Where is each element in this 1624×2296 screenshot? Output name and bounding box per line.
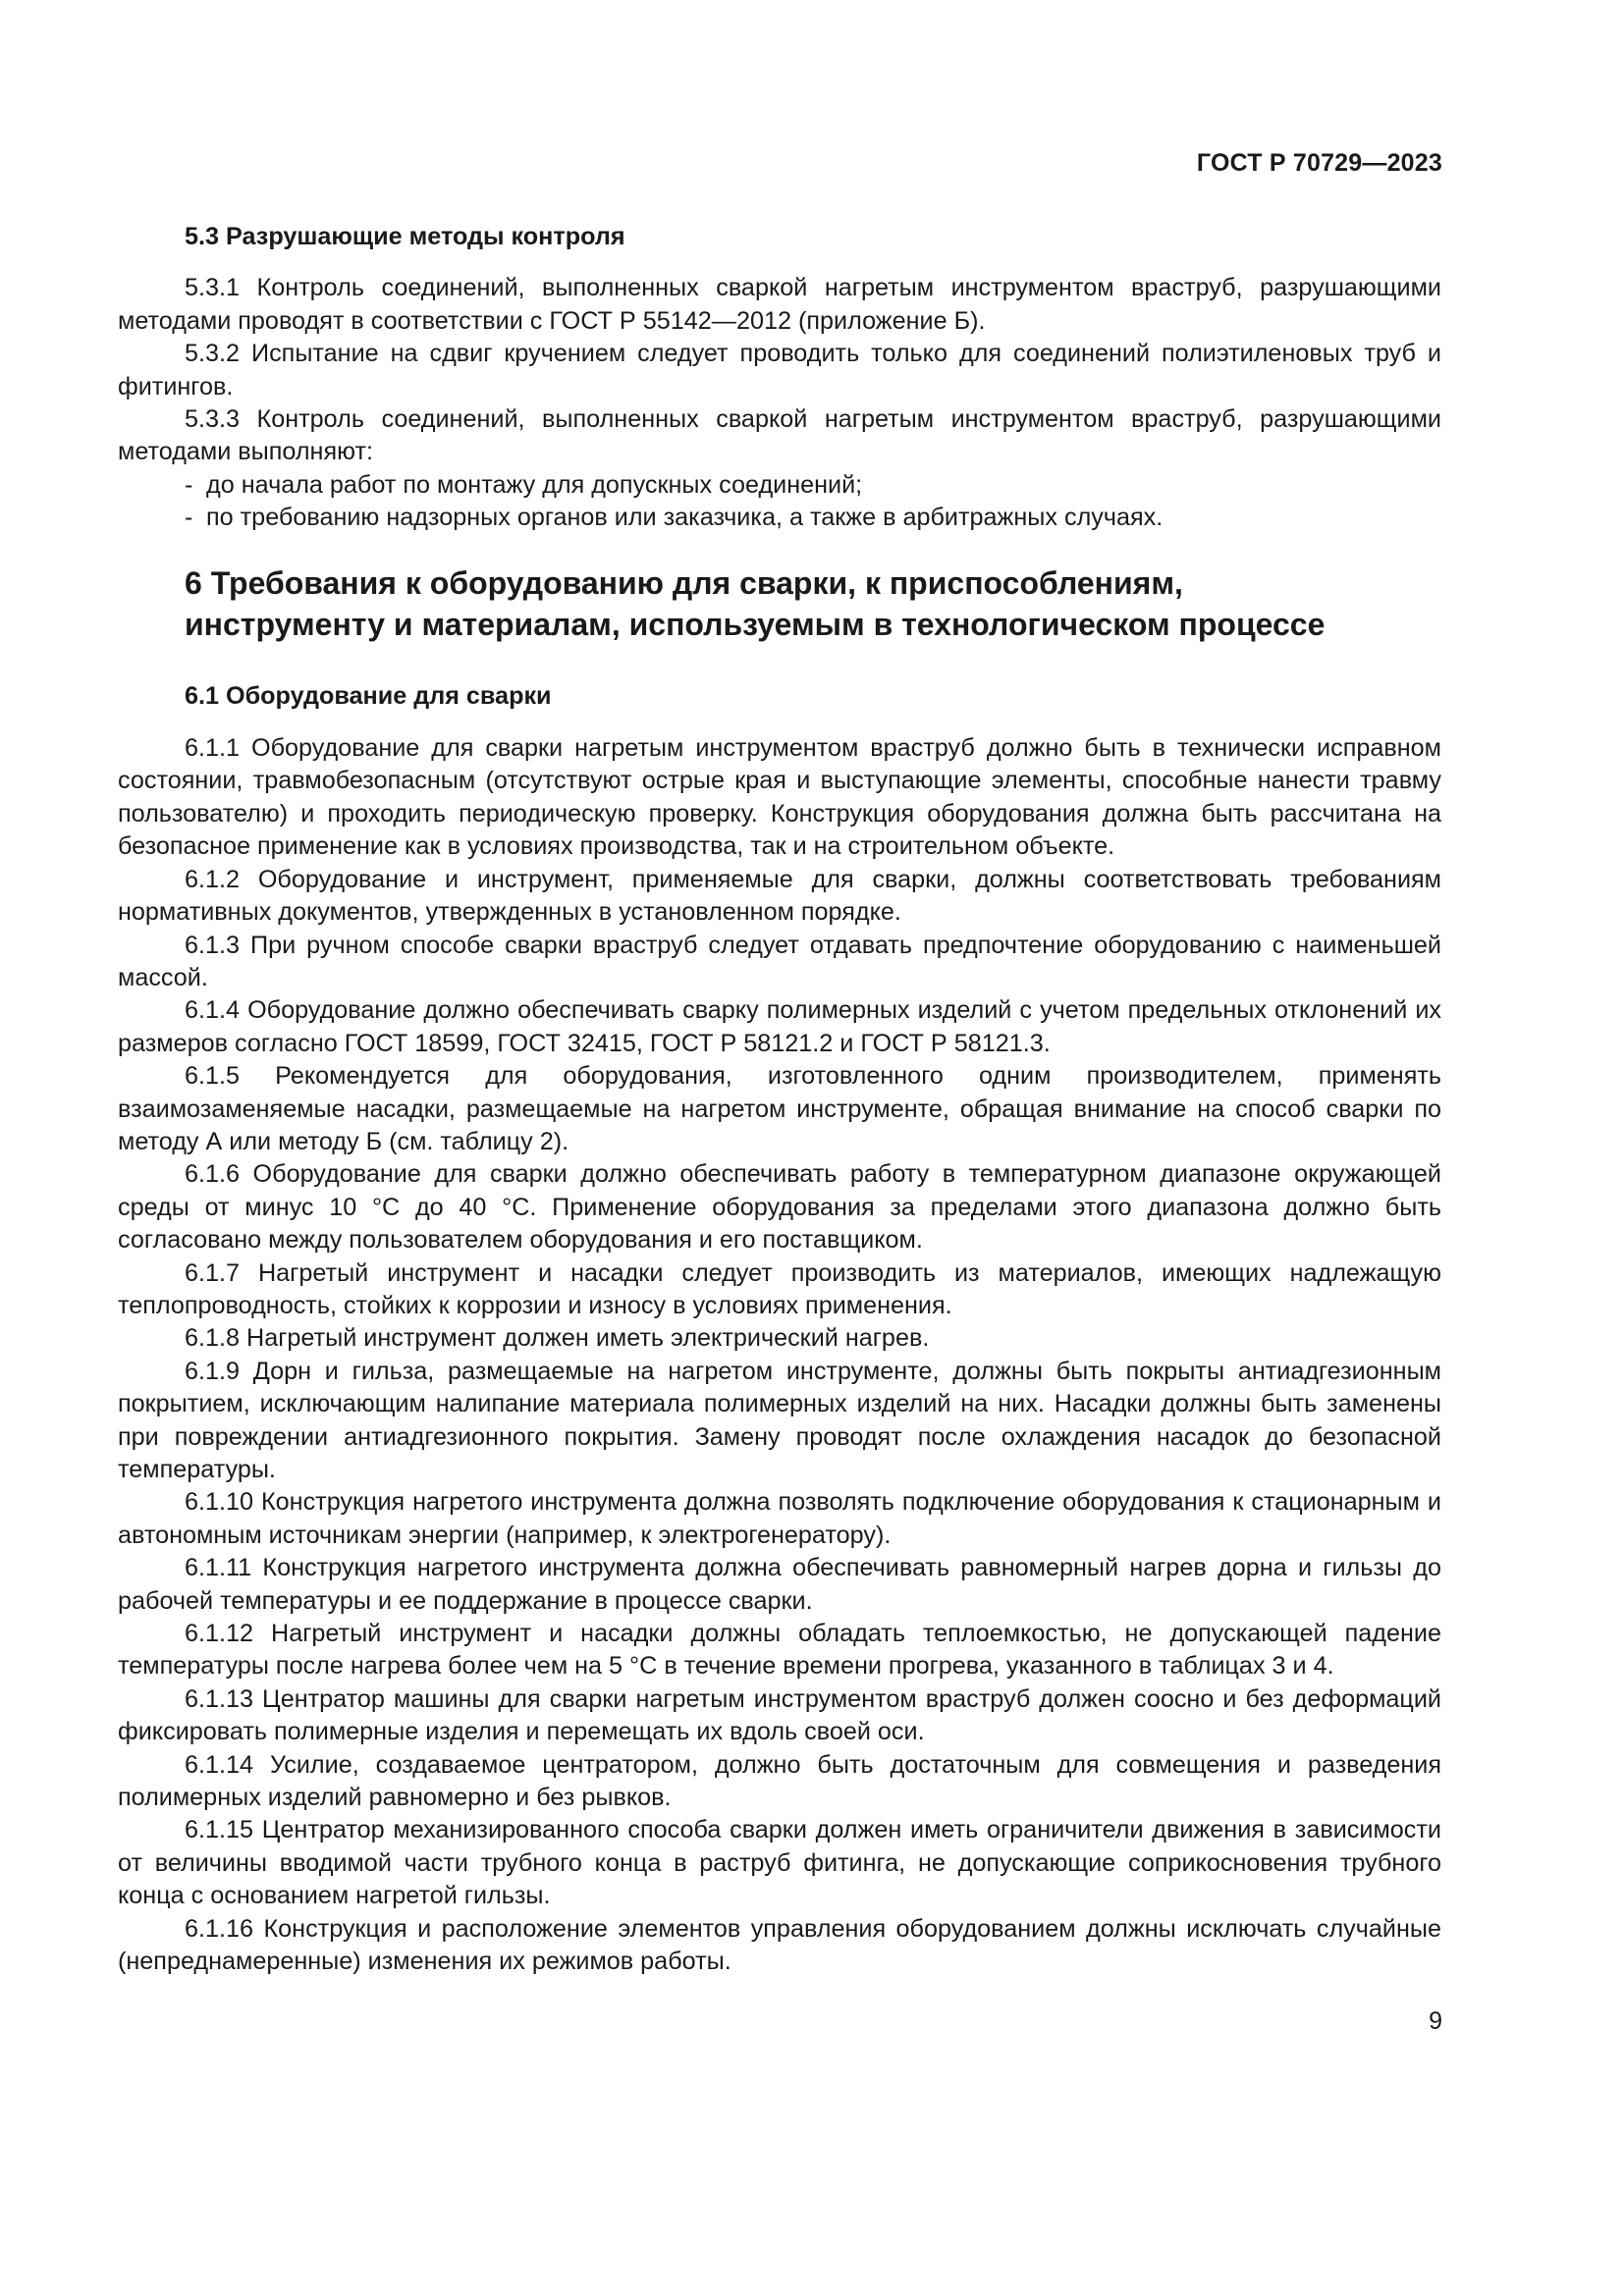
subsection-title-5-3: 5.3 Разрушающие методы контроля xyxy=(185,223,625,250)
paragraph-6-1-12: 6.1.12 Нагретый инструмент и насадки должны обладать теплоемкостью, не допускающей падение температуры после нагрева более чем на 5 °С в течение времени прогрева, указанного в таблицах 3 и 4. xyxy=(118,1620,1441,1681)
paragraph-6-1-16: 6.1.16 Конструкция и расположение элементов управления оборудованием должны исключать случайные (непреднамеренные) изменения их режимов работы. xyxy=(118,1914,1441,1976)
paragraph-6-1-6: 6.1.6 Оборудование для сварки должно обеспечивать работу в температурном диапазоне окружающей среды от минус 10 °С до 40 °С. Применение оборудования за пределами этого диапазона должно быть согласовано между пользователем оборудования и его поставщиком. xyxy=(118,1160,1441,1255)
paragraph-6-1-11: 6.1.11 Конструкция нагретого инструмента должна обеспечивать равномерный нагрев дорна и гильзы до рабочей температуры и ее поддержание в процессе сварки. xyxy=(118,1554,1441,1615)
paragraph-6-1-4: 6.1.4 Оборудование должно обеспечивать сварку полимерных изделий с учетом предельных отклонений их размеров согласно ГОСТ 18599, ГОСТ 32415, ГОСТ Р 58121.2 и ГОСТ Р 58121.3. xyxy=(118,996,1441,1057)
paragraph-6-1-13: 6.1.13 Центратор машины для сварки нагретым инструментом враструб должен соосно и без деформаций фиксировать полимерные изделия и перемещать их вдоль своей оси. xyxy=(118,1684,1441,1746)
page-content xyxy=(118,221,1441,1979)
subsection-title-6-1: 6.1 Оборудование для сварки xyxy=(185,681,552,710)
paragraph-5-3-1: 5.3.1 Контроль соединений, выполненных сваркой нагретым инструментом враструб, разрушающими методами проводят в соответствии с ГОСТ Р 55142—2012 (приложение Б). xyxy=(118,274,1441,335)
paragraph-6-1-1: 6.1.1 Оборудование для сварки нагретым инструментом враструб должно быть в технически исправном состоянии, травмобезопасным (отсутствуют острые края и выступающие элементы, способные нанести травму пользователю) и проходить периодическую проверку. Конструкция оборудования должна быть рассчитана на безопасное применение как в условиях производства, так и на строительном объекте. xyxy=(118,734,1441,861)
section-title-6 xyxy=(118,562,1441,645)
paragraph-6-1-15: 6.1.15 Центратор механизированного способа сварки должен иметь ограничители движения в зависимости от величины вводимой части трубного конца в раструб фитинга, не допускающие соприкосновения трубного конца с основанием нагретой гильзы. xyxy=(118,1816,1441,1910)
list-item-text: по требованию надзорных органов или заказчика, а также в арбитражных случаях. xyxy=(206,504,1164,532)
list-item-text: до начала работ по монтажу для допускных соединений; xyxy=(206,470,863,499)
paragraph-5-3-3: 5.3.3 Контроль соединений, выполненных сваркой нагретым инструментом враструб, разрушающими методами выполняют: xyxy=(118,405,1441,466)
section-title-line-2: инструменту и материалам, используемым в технологическом процессе xyxy=(185,606,1326,642)
paragraph-6-1-9: 6.1.9 Дорн и гильза, размещаемые на нагретом инструменте, должны быть покрыты антиадгезионным покрытием, исключающим налипание материала полимерных изделий на них. Насадки должны быть заменены при повреждении антиадгезионного покрытия. Замену проводят после охлаждения насадок до безопасной температуры. xyxy=(118,1357,1441,1483)
paragraph-6-1-2: 6.1.2 Оборудование и инструмент, применяемые для сварки, должны соответствовать требованиям нормативных документов, утвержденных в установленном порядке. xyxy=(118,865,1441,927)
paragraph-5-3-2: 5.3.2 Испытание на сдвиг кручением следует проводить только для соединений полиэтиленовых труб и фитингов. xyxy=(118,340,1441,400)
paragraph-6-1-10: 6.1.10 Конструкция нагретого инструмента должна позволять подключение оборудования к стационарным и автономным источникам энергии (например, к электрогенератору). xyxy=(118,1488,1441,1549)
page-number: 9 xyxy=(1429,2007,1442,2035)
document-code: ГОСТ Р 70729—2023 xyxy=(1196,149,1442,177)
section-title-line-1: 6 Требования к оборудованию для сварки, к приспособлениям, xyxy=(185,564,1183,601)
paragraph-6-1-8: 6.1.8 Нагретый инструмент должен иметь электрический нагрев. xyxy=(185,1324,930,1353)
paragraph-6-1-5: 6.1.5 Рекомендуется для оборудования, изготовленного одним производителем, применять взаимозаменяемые насадки, размещаемые на нагретом инструменте, обращая внимание на способ сварки по методу А или методу Б (см. таблицу 2). xyxy=(118,1062,1441,1155)
list-item: - до начала работ по монтажу для допускных соединений; xyxy=(185,470,863,499)
paragraph-6-1-14: 6.1.14 Усилие, создаваемое центратором, должно быть достаточным для совмещения и разведения полимерных изделий равномерно и без рывков. xyxy=(118,1750,1441,1812)
paragraph-6-1-7: 6.1.7 Нагретый инструмент и насадки следует производить из материалов, имеющих надлежащую теплопроводность, стойких к коррозии и износу в условиях применения. xyxy=(118,1258,1441,1319)
paragraph-6-1-3: 6.1.3 При ручном способе сварки враструб следует отдавать предпочтение оборудованию с наименьшей массой. xyxy=(118,931,1441,991)
list-item: - по требованию надзорных органов или заказчика, а также в арбитражных случаях. xyxy=(185,504,1164,532)
